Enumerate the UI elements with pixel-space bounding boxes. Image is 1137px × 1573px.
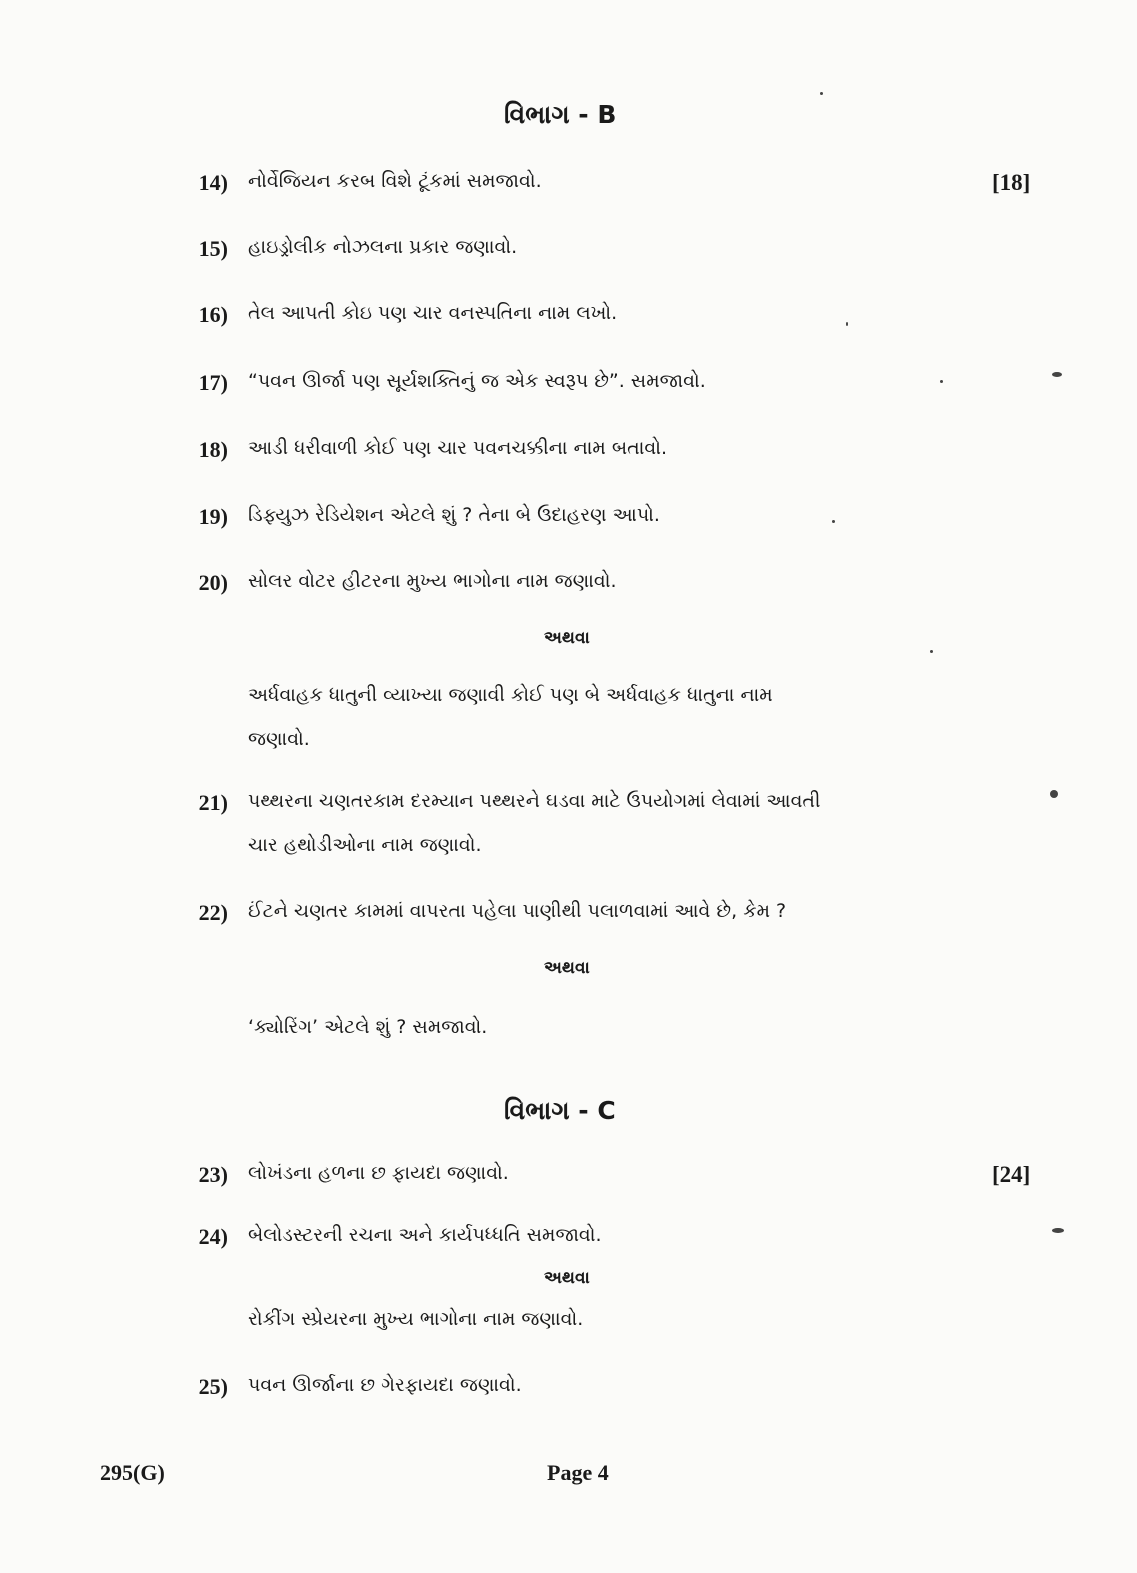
q20-alt-line1: અર્ધવાહક ધાતુની વ્યાખ્યા જણાવી કોઈ પણ બે અર્ધવાહક ધાતુના નામ [248, 684, 773, 706]
question-number: 20) [198, 570, 228, 595]
section-c-marks: [24] [992, 1162, 1031, 1187]
question-text: હાઇડ્રોલીક નોઝલના પ્રકાર જણાવો. [248, 236, 518, 258]
section-b-marks: [18] [992, 170, 1031, 195]
q22-text: ઈંટને ચણતર કામમાં વાપરતા પહેલા પાણીથી પલાળવામાં આવે છે, કેમ ? [248, 900, 787, 922]
question-text: આડી ધરીવાળી કોઈ પણ ચાર પવનચક્કીના નામ બતાવો. [248, 437, 667, 459]
paper-code: 295(G) [100, 1460, 165, 1485]
q24-alt: રોકીંગ સ્પ્રેયરના મુખ્ય ભાગોના નામ જણાવો. [248, 1308, 584, 1330]
question-number: 18) [198, 437, 228, 462]
section-c-heading: વિભાગ - C [504, 1096, 616, 1125]
or-label: અથવા [544, 958, 590, 978]
scan-speck [1052, 372, 1062, 377]
q22-alt: ‘ક્યોરિંગ’ એટલે શું ? સમજાવો. [248, 1016, 488, 1038]
scan-speck [1050, 790, 1058, 798]
question-number: 22) [198, 900, 228, 925]
q25-text: પવન ઊર્જાના છ ગેરફાયદા જણાવો. [248, 1374, 522, 1396]
question-number: 14) [198, 170, 228, 195]
question-number: 16) [198, 302, 228, 327]
q21-line2: ચાર હથોડીઓના નામ જણાવો. [248, 834, 482, 856]
scan-speck [940, 380, 943, 383]
question-number: 23) [198, 1162, 228, 1187]
scan-speck [846, 322, 848, 326]
question-number: 19) [198, 504, 228, 529]
scan-speck [832, 520, 835, 523]
page-number: Page 4 [547, 1460, 609, 1485]
question-number: 21) [198, 790, 228, 815]
question-number: 24) [198, 1224, 228, 1249]
question-text: તેલ આપતી કોઇ પણ ચાર વનસ્પતિના નામ લખો. [248, 302, 618, 324]
q20-alt-line2: જણાવો. [248, 728, 310, 750]
scan-speck [1052, 1228, 1064, 1233]
question-number: 17) [198, 370, 228, 395]
question-text: ડિફ્યુઝ રેડિયેશન એટલે શું ? તેના બે ઉદાહરણ આપો. [248, 504, 660, 526]
question-text: નોર્વેજિયન કરબ વિશે ટૂંકમાં સમજાવો. [248, 170, 542, 192]
question-number: 15) [198, 236, 228, 261]
section-b-heading: વિભાગ - B [504, 100, 617, 129]
scan-speck [930, 650, 933, 653]
scan-speck [820, 92, 823, 95]
q21-line1: પથ્થરના ચણતરકામ દરમ્યાન પથ્થરને ઘડવા માટે ઉપયોગમાં લેવામાં આવતી [248, 790, 821, 812]
question-text: સોલર વોટર હીટરના મુખ્ય ભાગોના નામ જણાવો. [248, 570, 617, 592]
q23-text: લોખંડના હળના છ ફાયદા જણાવો. [248, 1162, 509, 1184]
or-label: અથવા [544, 628, 590, 648]
question-number: 25) [198, 1374, 228, 1399]
question-text: “પવન ઊર્જા પણ સૂર્યશક્તિનું જ એક સ્વરૂપ છે”. સમજાવો. [248, 370, 706, 392]
or-label: અથવા [544, 1268, 590, 1288]
q24-text: બેલોડસ્ટરની રચના અને કાર્યપધ્ધતિ સમજાવો. [248, 1224, 602, 1246]
